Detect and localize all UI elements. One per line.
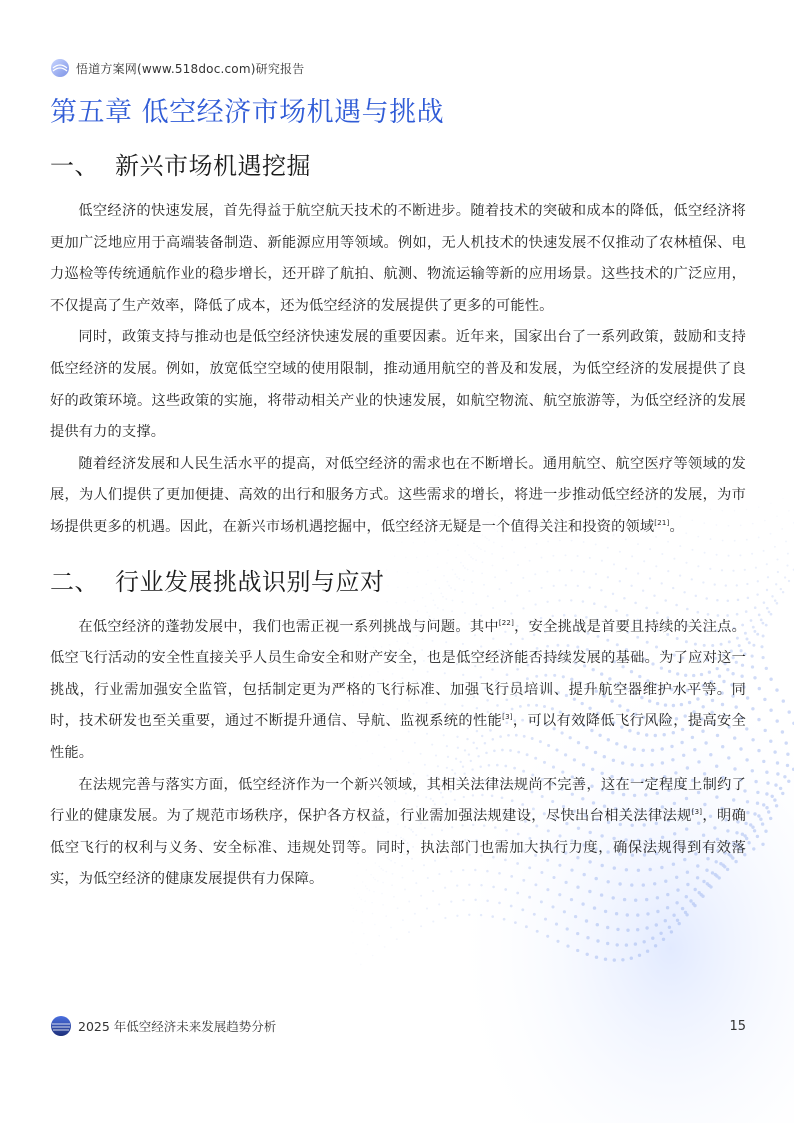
decor-dot [636,928,639,931]
decor-dot [402,919,404,921]
decor-dot [525,925,528,928]
page-header [50,58,304,78]
decor-dot [626,913,629,916]
decor-dot [390,927,392,929]
decor-dot [563,910,566,913]
paragraph [50,612,746,770]
decor-dot [752,523,754,525]
decor-dot [638,954,641,957]
decor-dot [604,958,607,961]
decor-dot [756,835,759,838]
decor-dot [536,930,539,933]
decor-dot [776,761,779,764]
decor-dot [681,907,684,910]
decor-dot [746,539,748,541]
decor-dot [656,896,659,899]
paragraph [50,449,746,544]
decor-dot [747,841,750,844]
decor-dot [634,899,637,902]
decor-dot [765,667,768,670]
decor-dot [636,913,639,916]
decor-dot [788,580,790,582]
decor-dot [664,919,667,922]
decor-dot [685,913,688,916]
decor-dot [372,913,374,915]
decor-dot [752,626,755,629]
citation-ref: [22] [498,618,515,627]
paragraph [50,196,746,322]
citation-ref: [21] [654,518,670,527]
decor-dot [761,843,764,846]
decor-dot [751,655,754,658]
decor-dot [586,936,589,939]
decor-dot [786,753,789,756]
decor-dot [785,540,787,542]
decor-dot [432,920,434,922]
decor-dot [769,678,772,681]
decor-dot [765,771,768,774]
decor-dot [378,935,380,937]
decor-dot [528,896,531,899]
decor-dot [776,516,778,518]
paragraph-text: 低空经济的快速发展，首先得益于航空航天技术的不断进步。随着技术的突破和成本的降低，低空经济将更加广泛地应用于高端装备制造、新能源应用等领域。例如，无人机技术的快速发展不仅推动了农林植保、电力巡检等传统通航作业的稳步增长，还开辟了航拍、航测、物流运输等新的应用场景。这些技术的广泛应用，不仅提高了生产效率，降低了成本，还为低空经济的发展提供了更多的可能性。 [50,203,746,314]
decor-dot [762,803,765,806]
decor-dot [760,619,763,622]
decor-dot [533,913,536,916]
decor-dot [675,901,678,904]
paragraph-text: 。 [669,518,684,535]
decor-dot [765,624,768,627]
decor-dot [753,812,756,815]
decor-dot [753,829,756,832]
paragraph-text: 同时，政策支持与推动也是低空经济快速发展的重要因素。近年来，国家出台了一系列政策，鼓励和支持低空经济的发展。例如，放宽低空空域的使用限制，推动通用航空的普及和发展，为低空经济的发展提供了良好的政策环境。这些政策的实施，将带动相关产业的快速发展，如航空物流、航空旅游等，为低空经济的发展提供有力的支撑。 [50,329,746,441]
decor-dot [755,567,757,569]
decor-dot [760,645,763,648]
decor-dot [612,896,615,899]
decor-dot [643,940,646,943]
decor-dot [367,944,369,946]
decor-dot [786,764,789,767]
decor-dot [757,749,760,752]
decor-dot [360,964,361,965]
decor-dot [606,926,609,929]
decor-dot [766,607,769,610]
decor-dot [787,553,789,555]
footer-logo-icon [50,1015,72,1037]
decor-dot [766,589,768,591]
decor-dot [574,915,577,918]
decor-dot [763,601,766,604]
decor-dot [570,898,573,901]
decor-dot [646,912,649,915]
decor-dot [626,929,629,932]
decor-dot [779,787,782,790]
decor-dot [672,914,675,917]
decor-dot [762,760,765,763]
paragraph-text: 在法规完善与落实方面，低空经济作为一个新兴领域，其相关法律法规尚不完善，这在一定程度上制约了行业的健康发展。为了规范市场秩序，保护各方权益，行业需加强法规建设，尽快出台相关法律法规 [50,776,746,825]
decor-dot [668,926,671,929]
decor-dot [372,955,374,957]
citation-ref: [3] [502,713,513,722]
decor-dot [746,800,749,803]
decor-dot [623,898,626,901]
decor-dot [758,614,761,617]
section-heading-1 [50,146,746,186]
decor-dot [361,922,362,923]
decor-dot [646,950,649,953]
main-content [50,146,746,896]
decor-dot [766,563,768,565]
decor-dot [773,750,776,753]
decor-dot [767,576,769,578]
decor-dot [655,923,658,926]
decor-dot [397,907,399,909]
decor-dot [606,942,609,945]
decor-dot [756,791,759,794]
decor-dot [775,688,778,691]
section-title: 行业发展挑战识别与应对 [115,567,385,596]
decor-dot [788,710,791,713]
decor-dot [576,932,579,935]
decor-dot [776,558,778,560]
decor-dot [630,957,633,960]
decor-dot [408,931,410,933]
decor-dot [510,905,513,908]
decor-dot [753,630,756,633]
decor-dot [662,938,665,941]
page-footer [50,1015,746,1037]
decor-dot [782,699,785,702]
decor-dot [766,781,769,784]
decor-dot [566,927,569,930]
decor-dot [758,506,760,508]
decor-dot [396,938,398,940]
decor-dot [616,943,619,946]
decor-dot [781,792,784,795]
decor-dot [756,633,759,636]
decor-dot [747,597,750,600]
footer-text: 2025 年低空经济未来发展趋势分析 [78,1019,277,1034]
decor-dot [774,783,777,786]
decor-dot [625,943,628,946]
decor-dot [751,553,753,555]
decor-dot [595,956,598,959]
decor-dot [785,741,788,744]
decor-dot [359,897,360,898]
decor-dot [764,729,767,732]
decor-dot [351,931,352,932]
decor-dot [757,814,760,817]
decor-dot [546,935,549,938]
decor-dot [757,718,760,721]
decor-dot [776,772,779,775]
decor-dot [765,792,768,795]
decor-dot [751,707,754,710]
decor-dot [462,899,464,901]
decor-dot [774,546,776,548]
decor-dot [771,595,773,597]
decor-dot [555,923,558,926]
decor-dot [604,910,607,913]
decor-dot [782,591,784,593]
decor-dot [752,644,755,647]
decor-dot [514,921,517,924]
decor-dot [761,822,764,825]
decor-dot [645,926,648,929]
decor-dot [751,826,754,829]
decor-dot [750,619,753,622]
decor-dot [769,740,772,743]
decor-dot [356,910,357,911]
decor-dot [651,937,654,940]
citation-ref: [3] [691,808,703,817]
decor-dot [782,498,783,499]
decor-dot [758,687,761,690]
decor-dot [474,899,476,901]
decor-dot [382,904,384,906]
decor-dot [670,930,673,933]
decor-dot [786,565,788,567]
decor-dot [450,900,452,902]
decor-dot [751,665,754,668]
decor-dot [371,902,373,904]
decor-dot [566,944,569,947]
decor-dot [659,932,662,935]
decor-dot [765,806,768,809]
decor-dot [746,583,748,585]
decor-dot [616,928,619,931]
decor-dot [762,622,765,625]
decor-dot [756,802,759,805]
decor-dot [769,817,772,820]
decor-dot [498,902,501,905]
decor-dot [746,696,749,699]
decor-dot [748,641,751,644]
paragraph [50,770,746,896]
decor-dot [393,896,395,898]
decor-dot [762,635,765,638]
decor-dot [751,769,754,772]
decor-dot [689,899,692,902]
decor-dot [754,780,757,783]
decor-dot [352,942,353,943]
decor-dot [764,520,766,522]
decor-dot [780,588,782,590]
decor-dot [556,940,559,943]
paragraph-text: ，明确低空飞行的权利与义务、安全标准、违规处罚等。同时，执法部门也需加大执行力度，确保法规得到有效落实，为低空经济的健康发展提供有力保障。 [50,808,746,888]
decor-dot [763,550,765,552]
decor-dot [784,576,786,578]
decor-dot [353,908,354,909]
decor-dot [751,738,754,741]
decor-dot [767,810,770,813]
decor-dot [788,510,790,512]
decor-dot [468,914,470,916]
decor-dot [756,593,758,595]
decor-dot [456,915,458,917]
decor-dot [503,918,506,921]
decor-dot [544,918,547,921]
decor-dot [774,599,777,602]
decor-dot [768,611,771,614]
decor-dot [420,925,422,927]
decor-dot [438,903,440,905]
decor-dot [444,917,446,919]
decor-dot [783,775,786,778]
decor-dot [613,958,616,961]
decor-dot [752,847,755,850]
decor-dot [351,905,352,906]
chapter-title: 第五章 低空经济市场机遇与挑战 [50,97,445,128]
section-heading-2 [50,562,746,602]
section-number: 一、 [50,152,99,180]
decor-dot [656,910,659,913]
decor-dot [776,602,779,605]
decor-dot [763,698,766,701]
decor-dot [770,503,771,504]
decor-dot [775,583,777,585]
paragraph [50,322,746,448]
paragraph-text: 随着经济发展和人民生活水平的提高，对低空经济的需求也在不断增长。通用航空、航空医疗等领域的发展，为人们提供了更加便捷、高效的出行和服务方式。这些需求的增长，将进一步推动低空经济的发展，为市场提供更多的机遇。因此，在新兴市场机遇挖掘中，低空经济无疑是一个值得关注和投资的领域 [50,455,746,535]
page-number: 15 [729,1018,746,1034]
decor-dot [775,804,778,807]
decor-dot [355,953,356,954]
decor-dot [521,908,524,911]
decor-dot [426,907,428,909]
decor-dot [385,915,387,917]
decor-dot [486,900,489,903]
decor-dot [540,900,543,903]
decor-dot [596,939,599,942]
decor-dot [363,933,364,934]
section-number: 二、 [50,567,99,596]
header-logo-icon [50,58,70,78]
decor-dot [746,811,749,814]
decor-dot [678,922,681,925]
decor-dot [776,719,779,722]
decor-dot [596,923,599,926]
decor-dot [551,905,554,908]
decor-dot [770,613,773,616]
decor-dot [384,946,386,948]
decor-dot [414,913,416,915]
decor-dot [586,953,589,956]
decor-dot [480,914,482,916]
decor-dot [666,906,669,909]
decor-dot [374,924,376,926]
decor-dot [754,606,757,609]
section-title: 新兴市场机遇挖掘 [115,152,311,180]
decor-dot [777,571,779,573]
decor-dot [771,795,774,798]
decor-dot [361,899,362,900]
decor-dot [645,898,648,901]
decor-dot [787,780,790,783]
paragraph-text: 在低空经济的蓬勃发展中，我们也需正视一系列挑战与问题。其中 [78,618,499,635]
decor-dot [759,818,762,821]
decor-dot [585,919,588,922]
paragraph-text: ，安全挑战是首要且持续的关注点。低空飞行活动的安全性直接关乎人员生命安全和财产安全，也是低空经济能否持续发展的基础。为了应对这一挑战，行业需加强安全监管，包括制定更为严格的飞行标准、加强飞行员培训、提升航空器维护水平等。同时，技术研发也至关重要，通过不断提升通信、导航、监视系统的性能 [50,618,746,730]
decor-dot [773,798,776,801]
decor-dot [634,942,637,945]
decor-dot [408,901,410,903]
decor-dot [758,536,760,538]
decor-dot [781,730,784,733]
decor-dot [491,915,494,918]
decor-dot [362,911,363,912]
decor-dot [762,656,765,659]
decor-dot [621,958,624,961]
decor-dot [770,533,772,535]
decor-dot [581,902,584,905]
decor-dot [764,830,767,833]
decor-dot [593,906,596,909]
decor-dot [353,921,354,922]
decor-dot [364,900,366,902]
decor-dot [676,919,679,922]
decor-dot [576,949,579,952]
paragraph-text: ，可以有效降低飞行风险，提高安全性能。 [50,713,747,761]
decor-dot [693,904,696,907]
decor-dot [757,580,759,582]
decor-dot [654,944,657,947]
decor-dot [753,676,756,679]
decor-dot [781,528,783,530]
decor-dot [615,912,618,915]
header-text: 悟道方案网(www.518doc.com)研究报告 [76,61,305,76]
decor-dot [769,709,772,712]
